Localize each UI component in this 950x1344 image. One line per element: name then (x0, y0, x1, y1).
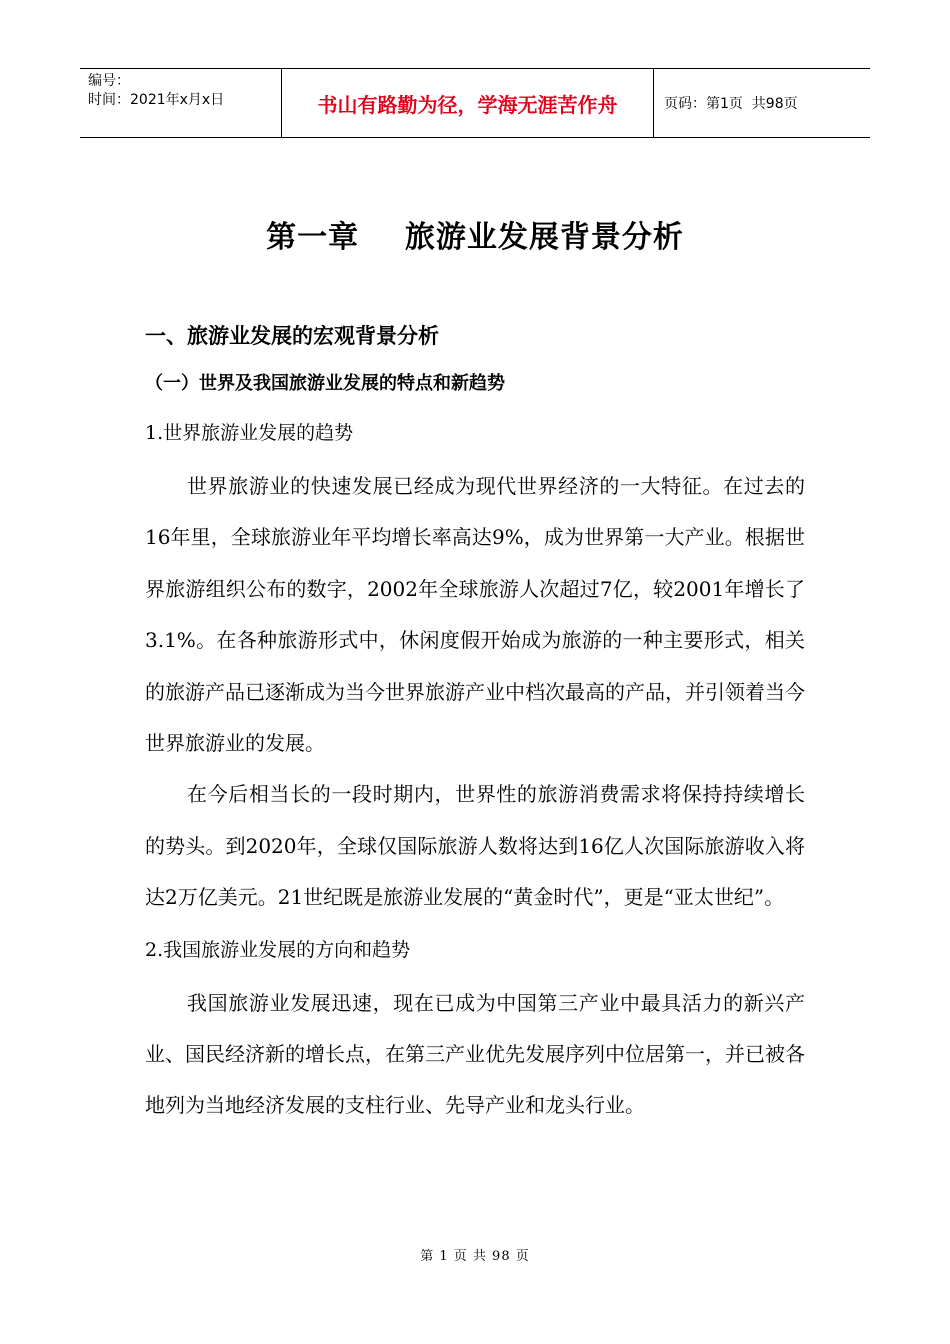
document-body (145, 312, 805, 1132)
header-page-info (654, 69, 870, 137)
document-number-label: 编号： (88, 73, 130, 89)
document-time-label: 时间：2021年x月x日 (88, 92, 225, 108)
paragraph-world-tourism-2: 在今后相当长的一段时期内，世界性的旅游消费需求将保持持续增长的势头。到2020年，全球仅国际旅游人数将达到16亿人次国际旅游收入将达2万亿美元。21世纪既是旅游业发展的“黄金时代”，更是“亚太世纪”。 (145, 782, 805, 910)
paragraph-china-tourism-1: 我国旅游业发展迅速，现在已成为中国第三产业中最具活力的新兴产业、国民经济新的增长点，在第三产业优先发展序列中位居第一，并已被各地列为当地经济发展的支柱行业、先导产业和龙头行业。 (145, 990, 805, 1118)
section-heading: 一、旅游业发展的宏观背景分析 (145, 324, 439, 348)
chapter-title: 第一章 旅游业发展背景分析 (266, 220, 684, 255)
header-meta (80, 69, 281, 137)
page-footer: 第 1 页 共 98 页 (420, 1249, 530, 1264)
document-header (80, 68, 870, 138)
item-heading-china-tourism: 2.我国旅游业发展的方向和趋势 (145, 938, 411, 961)
header-motto: 书山有路勤为径，学海无涯苦作舟 (281, 69, 654, 137)
subsection-heading: （一）世界及我国旅游业发展的特点和新趋势 (145, 373, 505, 394)
page-info-text: 页码：第1页 共98页 (664, 96, 798, 112)
item-heading-world-tourism: 1.世界旅游业发展的趋势 (145, 422, 354, 444)
paragraph-world-tourism-1: 世界旅游业的快速发展已经成为现代世界经济的一大特征。在过去的16年里，全球旅游业年平均增长率高达9%，成为世界第一大产业。根据世界旅游组织公布的数字，2002年全球旅游人次超过7亿，较2001年增长了3.1%。在各种旅游形式中，休闲度假开始成为旅游的一种主要形式，相关的旅游产品已逐渐成为当今世界旅游产业中档次最高的产品，并引领着当今世界旅游业的发展。 (145, 474, 805, 756)
